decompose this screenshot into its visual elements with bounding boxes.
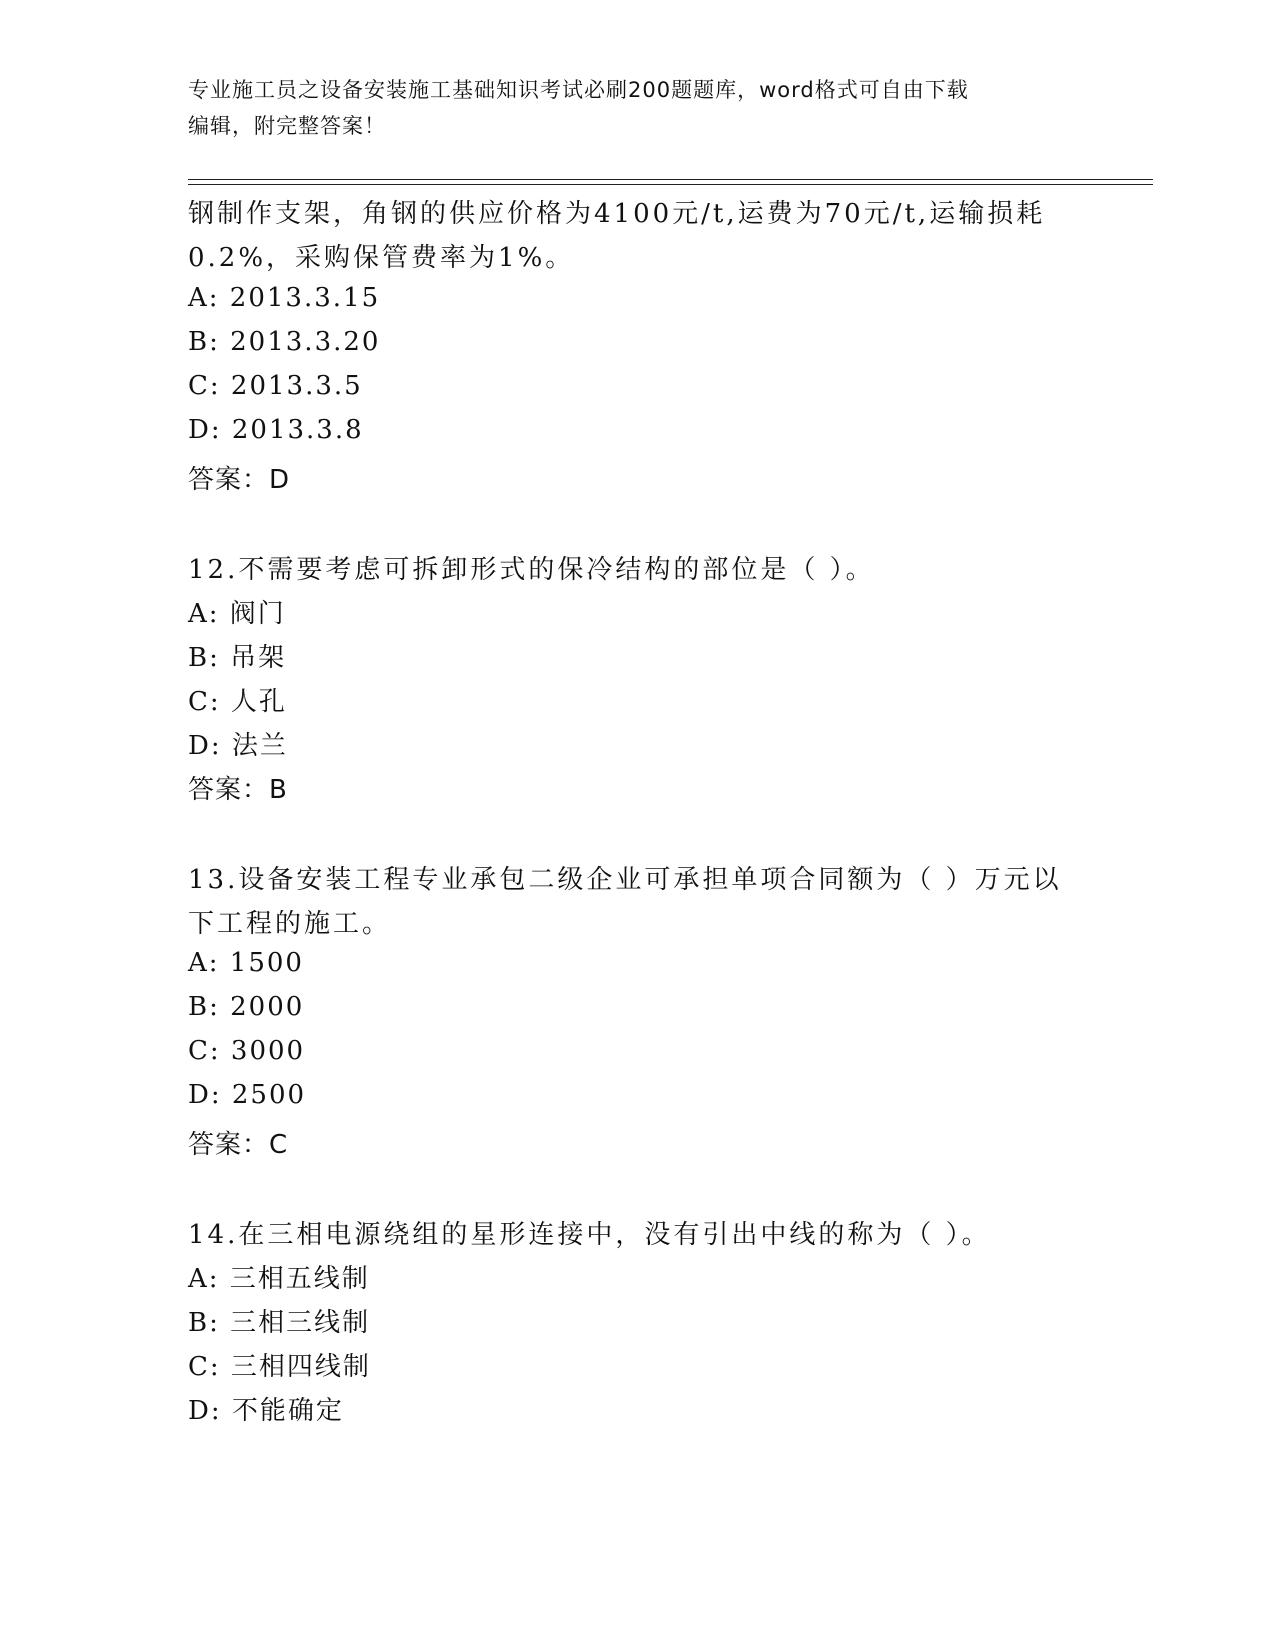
q13-option-b: B: 2000 [188, 992, 305, 1022]
q13-text-line-2: 下工程的施工。 [188, 909, 392, 939]
q13-option-a: A: 1500 [188, 948, 304, 978]
q11-option-b: B: 2013.3.20 [188, 327, 381, 357]
q14-text-line-1: 14.在三相电源绕组的星形连接中，没有引出中线的称为（ ）。 [188, 1220, 991, 1250]
q12-text-line-1: 12.不需要考虑可拆卸形式的保冷结构的部位是（ ）。 [188, 555, 875, 585]
q11-text-line-2: 0.2%，采购保管费率为1%。 [188, 243, 575, 273]
q12-answer: 答案：B [188, 775, 288, 805]
header-line-2: 编辑，附完整答案！ [188, 114, 386, 138]
q13-option-c: C: 3000 [188, 1036, 306, 1066]
header-divider-bottom [188, 184, 1153, 185]
q14-option-d: D: 不能确定 [188, 1396, 344, 1426]
q11-option-c: C: 2013.3.5 [188, 371, 363, 401]
header-line-1: 专业施工员之设备安装施工基础知识考试必刷200题题库，word格式可自由下载 [188, 78, 969, 102]
q12-option-c: C: 人孔 [188, 687, 287, 717]
header-divider-top [188, 179, 1153, 180]
document-header [188, 72, 1088, 144]
q12-option-a: A: 阀门 [188, 599, 286, 629]
q11-option-d: D: 2013.3.8 [188, 415, 364, 445]
q12-option-d: D: 法兰 [188, 731, 288, 761]
q11-option-a: A: 2013.3.15 [188, 283, 381, 313]
q13-option-d: D: 2500 [188, 1080, 307, 1110]
q14-option-b: B: 三相三线制 [188, 1308, 371, 1338]
q11-text-line-1: 钢制作支架，角钢的供应价格为4100元/t,运费为70元/t,运输损耗 [188, 199, 1046, 229]
q13-answer: 答案：C [188, 1130, 289, 1160]
q14-option-a: A: 三相五线制 [188, 1264, 370, 1294]
q11-answer: 答案：D [188, 465, 291, 495]
q13-text-line-1: 13.设备安装工程专业承包二级企业可承担单项合同额为（ ）万元以 [188, 865, 1062, 895]
q12-option-b: B: 吊架 [188, 643, 287, 673]
q14-option-c: C: 三相四线制 [188, 1352, 371, 1382]
